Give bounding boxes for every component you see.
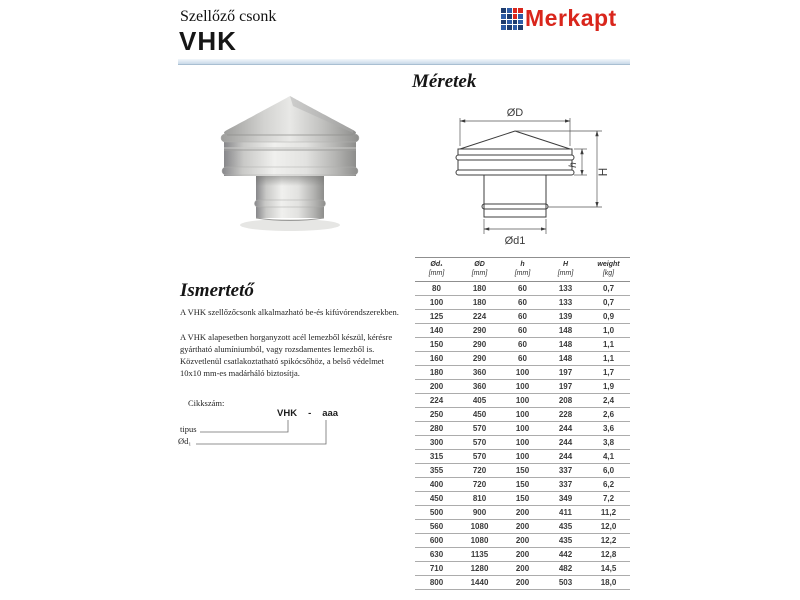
table-cell: 2,6 [587,408,630,422]
table-cell: 14,5 [587,562,630,576]
logo-grid-cell [518,14,523,19]
logo-grid-cell [501,8,506,13]
table-cell: 1080 [458,520,501,534]
table-cell: 100 [501,380,544,394]
table-cell: 360 [458,366,501,380]
table-cell: 224 [458,310,501,324]
merkapt-logo-icon [501,8,523,30]
table-cell: 12,0 [587,520,630,534]
dimension-table-body [415,282,630,590]
product-subtitle: Szellőző csonk [180,8,277,25]
callout-size-label: Ød₁ [178,436,192,446]
table-row [415,548,630,562]
table-cell: 1,0 [587,324,630,338]
table-cell: 18,0 [587,576,630,590]
table-cell: 200 [501,562,544,576]
table-cell: 560 [415,520,458,534]
table-row [415,464,630,478]
ordering-code-size: aaa [322,408,339,419]
table-cell: 150 [501,492,544,506]
table-cell: 180 [415,366,458,380]
header-divider [178,59,630,65]
table-cell: 224 [415,394,458,408]
table-cell: 200 [501,576,544,590]
table-cell: 100 [501,366,544,380]
table-row [415,338,630,352]
callout-type-label: tipus [180,424,197,434]
table-cell: 200 [501,506,544,520]
table-row [415,422,630,436]
table-cell: 0,7 [587,282,630,296]
dimension-table-head [415,258,630,282]
table-cell: 503 [544,576,587,590]
logo-grid-cell [507,8,512,13]
description-heading: Ismertető [180,280,254,301]
table-cell: 570 [458,422,501,436]
table-cell: 450 [415,492,458,506]
table-cell: 139 [544,310,587,324]
table-cell: 100 [501,394,544,408]
table-cell: 1080 [458,534,501,548]
table-cell: 180 [458,296,501,310]
table-cell: 570 [458,450,501,464]
table-cell: 1,1 [587,352,630,366]
table-cell: 900 [458,506,501,520]
ordering-code-callout-lines [175,405,340,453]
table-cell: 315 [415,450,458,464]
table-cell: 411 [544,506,587,520]
table-cell: 11,2 [587,506,630,520]
table-row [415,492,630,506]
table-cell: 4,1 [587,450,630,464]
diagram-label-od: ØD [506,107,524,119]
table-row [415,352,630,366]
table-cell: 148 [544,324,587,338]
table-cell: 720 [458,464,501,478]
table-cell: 100 [415,296,458,310]
table-cell: 228 [544,408,587,422]
table-cell: 12,2 [587,534,630,548]
table-row [415,408,630,422]
table-row [415,450,630,464]
table-cell: 0,7 [587,296,630,310]
table-cell: 60 [501,282,544,296]
table-cell: 60 [501,324,544,338]
table-cell: 500 [415,506,458,520]
table-cell: 300 [415,436,458,450]
product-title: VHK [179,26,237,56]
table-cell: 435 [544,520,587,534]
table-cell: 630 [415,548,458,562]
brand-logo [501,6,617,30]
table-cell: 60 [501,310,544,324]
column-header: H [mm] [544,258,587,282]
ordering-code-dash: - [308,408,312,419]
logo-grid-cell [507,25,512,30]
table-cell: 148 [544,338,587,352]
logo-grid-cell [507,20,512,25]
table-cell: 600 [415,534,458,548]
column-header: h [mm] [501,258,544,282]
logo-grid-cell [501,25,506,30]
logo-grid-cell [513,14,518,19]
table-cell: 250 [415,408,458,422]
table-cell: 290 [458,324,501,338]
table-cell: 710 [415,562,458,576]
table-row [415,366,630,380]
table-cell: 290 [458,338,501,352]
table-cell: 133 [544,282,587,296]
table-cell: 200 [501,534,544,548]
dimensions-table [415,257,630,590]
dimension-table-head-row [415,258,630,282]
table-cell: 3,8 [587,436,630,450]
table-cell: 6,0 [587,464,630,478]
logo-grid-cell [513,25,518,30]
table-cell: 2,4 [587,394,630,408]
table-cell: 1,1 [587,338,630,352]
table-cell: 100 [501,422,544,436]
table-cell: 442 [544,548,587,562]
table-row [415,478,630,492]
table-cell: 1,9 [587,380,630,394]
table-cell: 482 [544,562,587,576]
table-cell: 337 [544,478,587,492]
table-cell: 450 [458,408,501,422]
table-cell: 1280 [458,562,501,576]
table-row [415,296,630,310]
table-cell: 570 [458,436,501,450]
table-cell: 150 [501,464,544,478]
table-cell: 125 [415,310,458,324]
table-cell: 148 [544,352,587,366]
table-cell: 133 [544,296,587,310]
table-cell: 800 [415,576,458,590]
table-cell: 244 [544,450,587,464]
table-row [415,310,630,324]
dimensions-heading: Méretek [412,71,477,92]
logo-grid-cell [518,25,523,30]
diagram-label-H: H [596,167,610,177]
table-cell: 3,6 [587,422,630,436]
table-cell: 60 [501,352,544,366]
table-cell: 6,2 [587,478,630,492]
table-cell: 1135 [458,548,501,562]
table-cell: 100 [501,408,544,422]
table-cell: 140 [415,324,458,338]
table-cell: 720 [458,478,501,492]
table-cell: 150 [415,338,458,352]
table-cell: 337 [544,464,587,478]
column-header: Ød₁ [mm] [415,258,458,282]
ordering-code-label: Cikkszám: [188,398,225,408]
dimension-diagram [425,97,635,249]
table-row [415,380,630,394]
table-cell: 244 [544,436,587,450]
logo-grid-cell [501,14,506,19]
table-cell: 208 [544,394,587,408]
table-cell: 200 [415,380,458,394]
table-cell: 349 [544,492,587,506]
table-cell: 405 [458,394,501,408]
column-header: weight [kg] [587,258,630,282]
description-paragraph-2: A VHK alapesetben horganyzott acél lemezből készül, kérésre gyártható alumíniumból, vagy rozsdamentes lemezből is. Közvetlenül csatlakoztatható spikócsőhöz, a belső védelmet 10x10 mm-es madárháló biztosítja. [180,332,393,378]
logo-grid-cell [507,14,512,19]
table-row [415,436,630,450]
logo-grid-cell [513,20,518,25]
table-cell: 160 [415,352,458,366]
table-cell: 100 [501,436,544,450]
table-cell: 810 [458,492,501,506]
table-cell: 197 [544,380,587,394]
table-row [415,562,630,576]
table-cell: 80 [415,282,458,296]
table-cell: 355 [415,464,458,478]
table-cell: 12,8 [587,548,630,562]
product-photo [193,84,389,236]
logo-grid-cell [501,20,506,25]
column-header: ØD [mm] [458,258,501,282]
table-cell: 400 [415,478,458,492]
table-cell: 60 [501,296,544,310]
brand-name: Merkapt [525,5,617,31]
table-cell: 197 [544,366,587,380]
table-row [415,506,630,520]
table-row [415,324,630,338]
table-cell: 0,9 [587,310,630,324]
table-cell: 180 [458,282,501,296]
table-row [415,520,630,534]
table-row [415,534,630,548]
ordering-code-type: VHK [277,408,298,419]
table-cell: 244 [544,422,587,436]
table-cell: 360 [458,380,501,394]
table-row [415,576,630,590]
diagram-label-od1: Ød1 [504,235,526,247]
table-cell: 200 [501,548,544,562]
logo-grid-cell [513,8,518,13]
table-cell: 1440 [458,576,501,590]
table-cell: 280 [415,422,458,436]
table-row [415,282,630,296]
table-cell: 7,2 [587,492,630,506]
diagram-label-h: h [568,162,579,168]
table-cell: 1,7 [587,366,630,380]
table-cell: 435 [544,534,587,548]
table-cell: 150 [501,478,544,492]
table-cell: 100 [501,450,544,464]
table-cell: 200 [501,520,544,534]
logo-grid-cell [518,8,523,13]
table-cell: 60 [501,338,544,352]
table-cell: 290 [458,352,501,366]
table-row [415,394,630,408]
logo-grid-cell [518,20,523,25]
description-paragraph-1: A VHK szellőzőcsonk alkalmazható be-és kifúvórendszerekben. [180,307,399,317]
